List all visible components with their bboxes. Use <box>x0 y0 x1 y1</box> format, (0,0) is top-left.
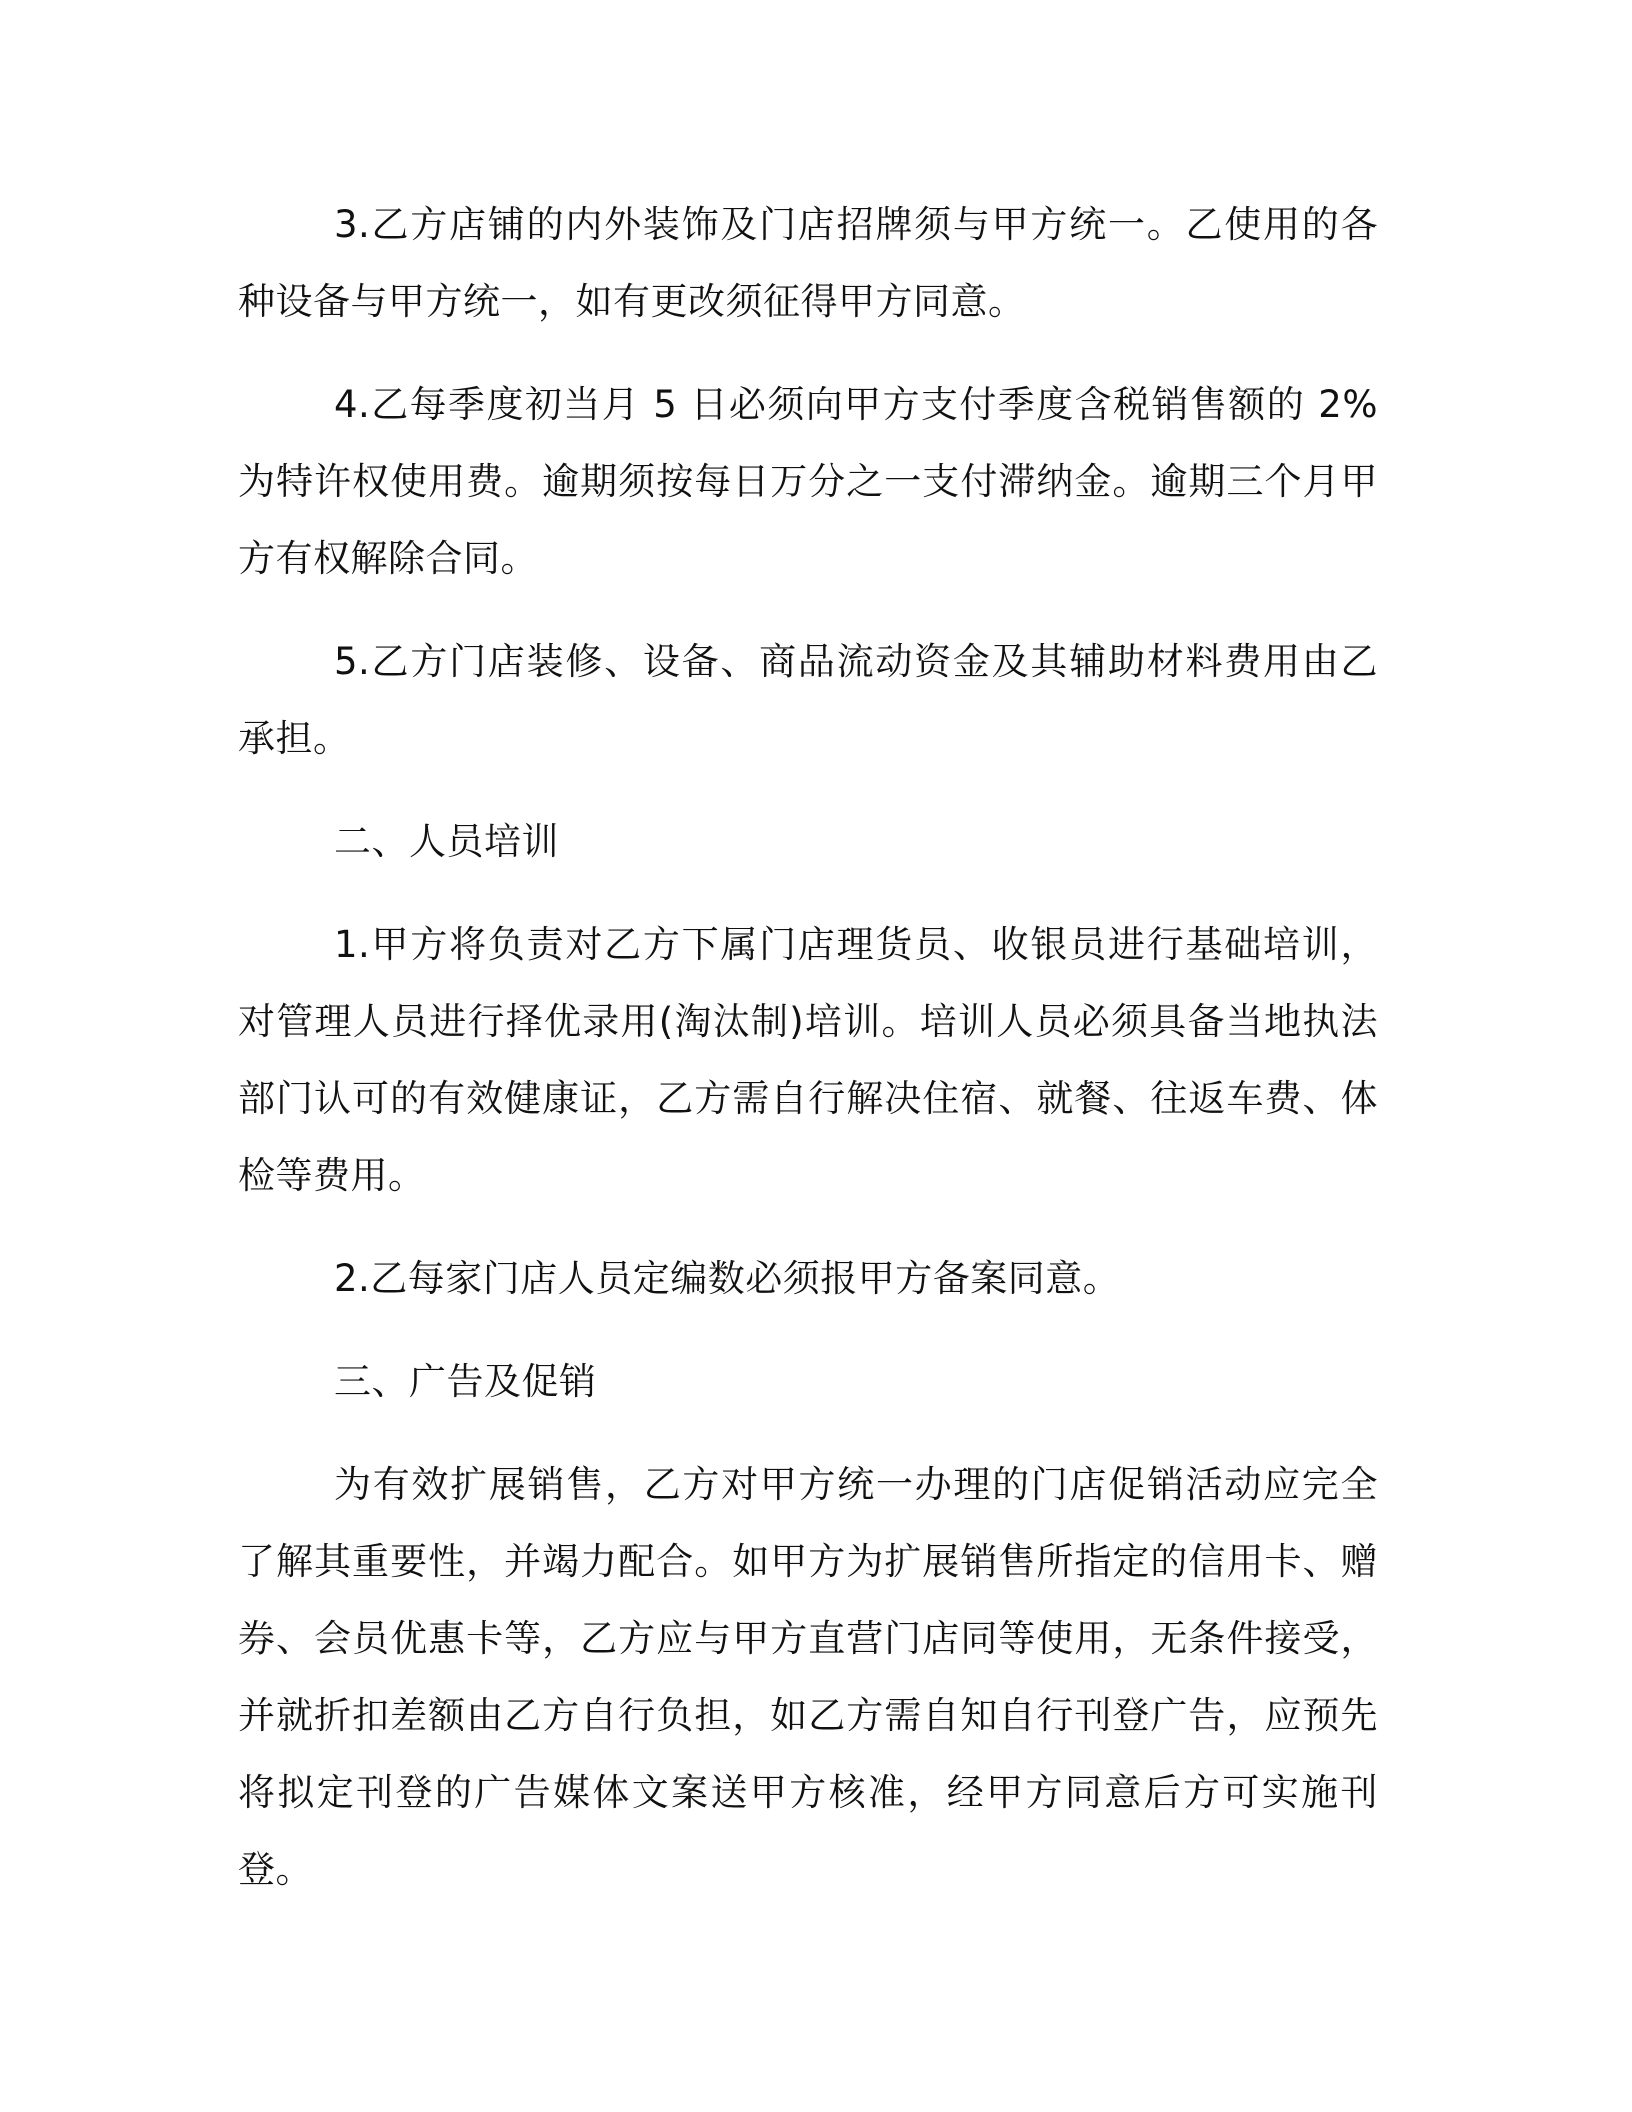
section-heading-advertising: 三、广告及促销 <box>334 1360 597 1403</box>
section-heading-training: 二、人员培训 <box>334 820 559 863</box>
document-body <box>238 186 1378 1934</box>
clause-5-costs: 5.乙方门店装修、设备、商品流动资金及其辅助材料费用由乙承担。 <box>238 640 1378 760</box>
training-clause-2: 2.乙每家门店人员定编数必须报甲方备案同意。 <box>334 1257 1121 1300</box>
clause-3-store-decoration: 3.乙方店铺的内外装饰及门店招牌须与甲方统一。乙使用的各种设备与甲方统一，如有更改须征得甲方同意。 <box>238 203 1378 323</box>
training-clause-1: 1.甲方将负责对乙方下属门店理货员、收银员进行基础培训，对管理人员进行择优录用(淘汰制)培训。培训人员必须具备当地执法部门认可的有效健康证，乙方需自行解决住宿、就餐、往返车费、体检等费用。 <box>238 923 1378 1197</box>
clause-4-franchise-fee: 4.乙每季度初当月 5 日必须向甲方支付季度含税销售额的 2%为特许权使用费。逾期须按每日万分之一支付滞纳金。逾期三个月甲方有权解除合同。 <box>238 383 1378 580</box>
advertising-paragraph: 为有效扩展销售，乙方对甲方统一办理的门店促销活动应完全了解其重要性，并竭力配合。如甲方为扩展销售所指定的信用卡、赠券、会员优惠卡等，乙方应与甲方直营门店同等使用，无条件接受，并就折扣差额由乙方自行负担，如乙方需自知自行刊登广告，应预先将拟定刊登的广告媒体文案送甲方核准，经甲方同意后方可实施刊登。 <box>238 1463 1378 1891</box>
